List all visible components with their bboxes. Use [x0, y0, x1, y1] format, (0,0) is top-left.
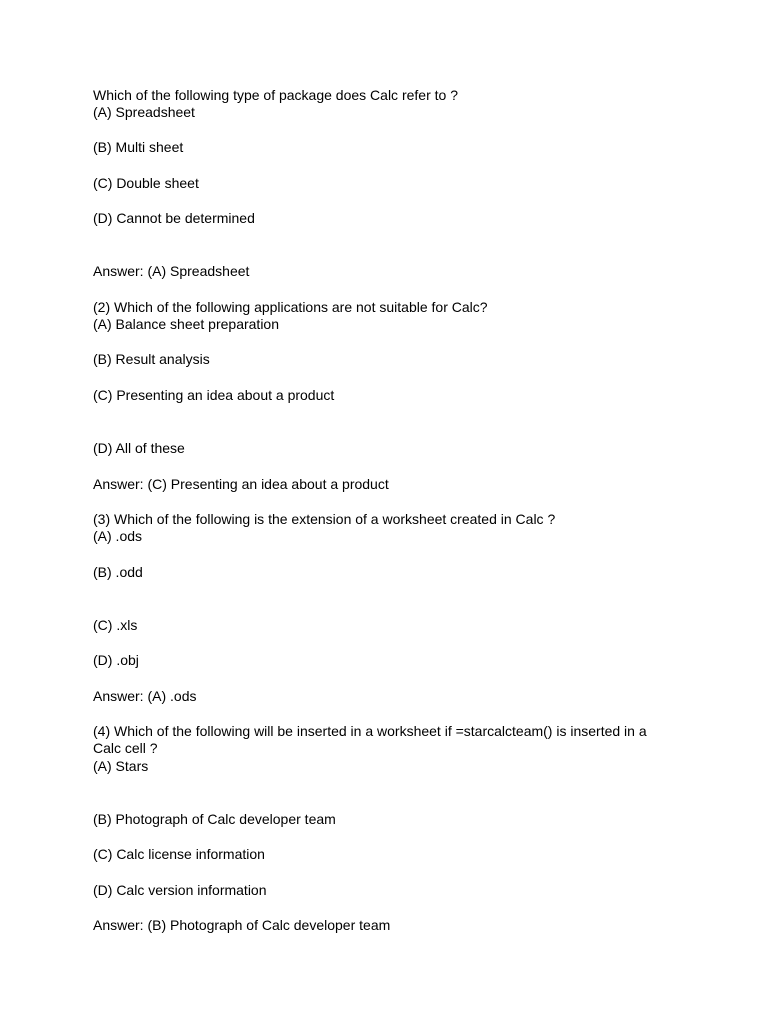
- question-1-option-c: (C) Double sheet: [93, 175, 199, 191]
- question-3-prompt: (3) Which of the following is the extension of a worksheet created in Calc ?: [93, 511, 556, 527]
- question-2-option-d: (D) All of these: [93, 440, 185, 456]
- question-4-option-b: (B) Photograph of Calc developer team: [93, 811, 336, 827]
- question-4-answer: Answer: (B) Photograph of Calc developer team: [93, 917, 391, 933]
- question-3-answer: Answer: (A) .ods: [93, 688, 197, 704]
- question-4-prompt-line-1: (4) Which of the following will be inserted in a worksheet if =starcalcteam() is inserted in a: [93, 723, 647, 739]
- question-4-option-c: (C) Calc license information: [93, 846, 265, 862]
- question-1-prompt: Which of the following type of package does Calc refer to ?: [93, 87, 458, 103]
- question-3-option-a: (A) .ods: [93, 528, 143, 544]
- question-1-answer: Answer: (A) Spreadsheet: [93, 263, 250, 279]
- question-3-option-b: (B) .odd: [93, 564, 143, 580]
- question-3-option-c: (C) .xls: [93, 617, 138, 633]
- question-2-option-b: (B) Result analysis: [93, 351, 210, 367]
- question-3-option-d: (D) .obj: [93, 652, 139, 668]
- question-2-prompt: (2) Which of the following applications are not suitable for Calc?: [93, 299, 488, 315]
- question-2-answer: Answer: (C) Presenting an idea about a product: [93, 476, 389, 492]
- question-4-option-a: (A) Stars: [93, 758, 149, 774]
- question-1-option-b: (B) Multi sheet: [93, 139, 184, 155]
- question-4-prompt-line-2: Calc cell ?: [93, 740, 158, 756]
- question-4-option-d: (D) Calc version information: [93, 882, 267, 898]
- question-1-option-a: (A) Spreadsheet: [93, 104, 195, 120]
- question-2-option-c: (C) Presenting an idea about a product: [93, 387, 335, 403]
- question-1-option-d: (D) Cannot be determined: [93, 210, 255, 226]
- question-2-option-a: (A) Balance sheet preparation: [93, 316, 279, 332]
